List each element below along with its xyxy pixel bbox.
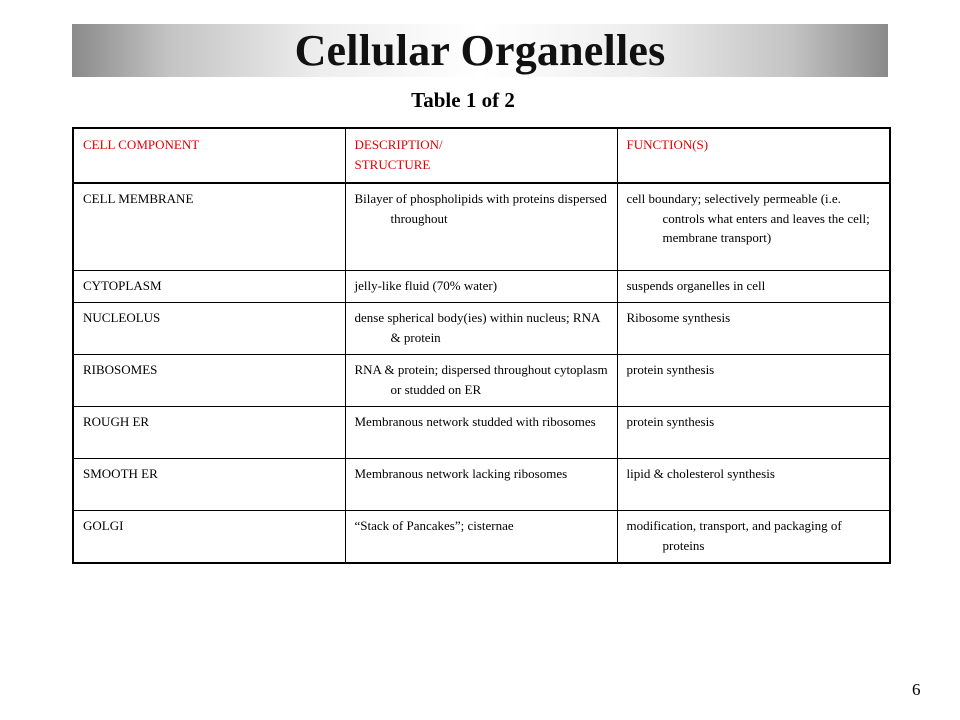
table-header-row	[73, 128, 890, 183]
description-cell	[345, 271, 617, 303]
description-cell	[345, 407, 617, 459]
description-text: RNA & protein; dispersed throughout cytoplasm or studded on ER	[354, 362, 608, 397]
slide-title: Cellular Organelles	[294, 25, 666, 75]
component-cell: NUCLEOLUS	[73, 303, 345, 355]
table-subtitle: Table 1 of 2	[411, 88, 515, 112]
description-text: Membranous network studded with ribosomes	[354, 414, 596, 429]
component-cell: GOLGI	[73, 511, 345, 564]
function-text: protein synthesis	[626, 414, 715, 429]
function-text: suspends organelles in cell	[626, 278, 766, 293]
organelles-table	[72, 127, 891, 564]
function-cell	[617, 511, 890, 564]
function-text: lipid & cholesterol synthesis	[626, 466, 775, 481]
table-row-rough-er	[73, 407, 890, 459]
table-row-cell-membrane	[73, 183, 890, 271]
description-text: jelly-like fluid (70% water)	[354, 278, 498, 293]
function-text: cell boundary; selectively permeable (i.e. controls what enters and leaves the cell; membrane transport)	[626, 191, 870, 245]
function-cell	[617, 407, 890, 459]
description-text: Membranous network lacking ribosomes	[354, 466, 568, 481]
description-cell	[345, 303, 617, 355]
header-component-label: CELL COMPONENT	[83, 137, 200, 152]
function-cell	[617, 303, 890, 355]
description-cell	[345, 183, 617, 271]
function-cell	[617, 271, 890, 303]
table-row-golgi	[73, 511, 890, 564]
header-cell-description	[345, 128, 617, 183]
description-text: “Stack of Pancakes”; cisternae	[354, 518, 514, 533]
table-row-smooth-er	[73, 459, 890, 511]
header-description-label-line1: DESCRIPTION/	[354, 137, 443, 152]
component-cell: SMOOTH ER	[73, 459, 345, 511]
component-cell: CYTOPLASM	[73, 271, 345, 303]
description-text: dense spherical body(ies) within nucleus; RNA & protein	[354, 310, 600, 345]
function-cell	[617, 355, 890, 407]
function-cell	[617, 183, 890, 271]
function-text: protein synthesis	[626, 362, 715, 377]
description-cell	[345, 355, 617, 407]
description-text: Bilayer of phospholipids with proteins dispersed throughout	[354, 191, 607, 226]
table-row-nucleolus	[73, 303, 890, 355]
function-text: modification, transport, and packaging of proteins	[626, 518, 842, 553]
table-row-cytoplasm	[73, 271, 890, 303]
function-text: Ribosome synthesis	[626, 310, 731, 325]
component-cell: CELL MEMBRANE	[73, 183, 345, 271]
function-cell	[617, 459, 890, 511]
title-bar	[72, 24, 888, 77]
header-function-label: FUNCTION(S)	[626, 137, 709, 152]
header-cell-component	[73, 128, 345, 183]
component-cell: RIBOSOMES	[73, 355, 345, 407]
component-cell: ROUGH ER	[73, 407, 345, 459]
header-description-label-line2: STRUCTURE	[354, 156, 431, 172]
table-row-ribosomes	[73, 355, 890, 407]
description-cell	[345, 511, 617, 564]
description-cell	[345, 459, 617, 511]
header-cell-function	[617, 128, 890, 183]
page-number: 6	[912, 680, 921, 699]
